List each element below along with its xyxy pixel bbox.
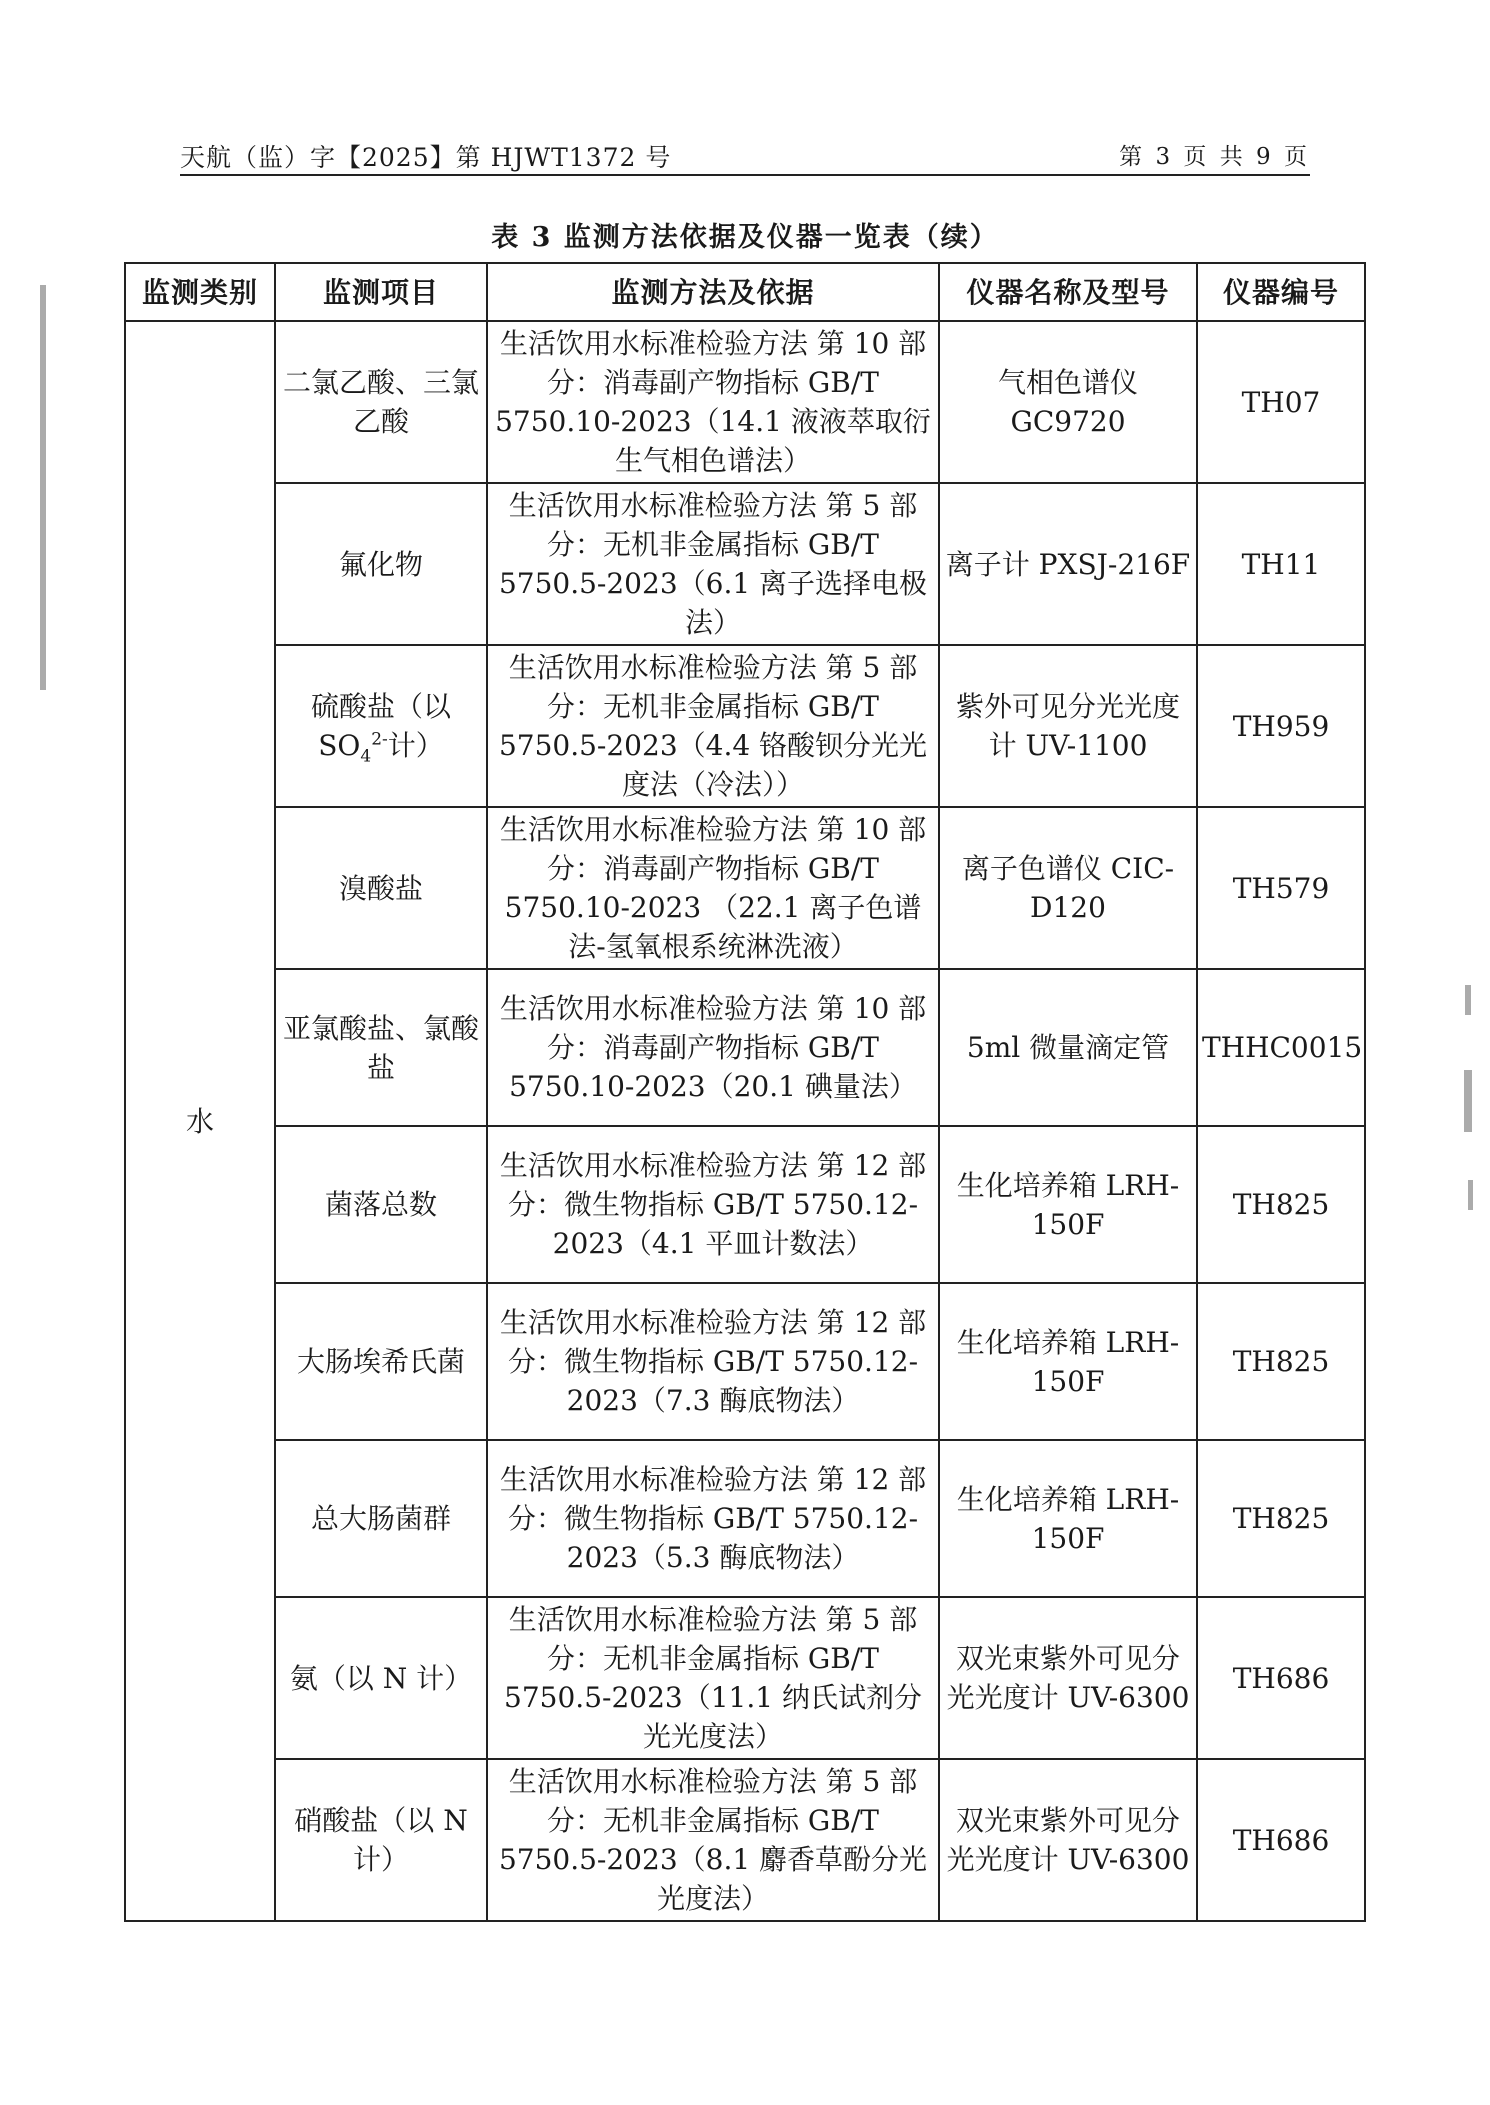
category-cell: 水: [125, 321, 275, 1921]
table-row: [125, 1283, 1365, 1440]
binding-mark: [1465, 985, 1471, 1015]
binding-mark: [1464, 1070, 1472, 1132]
monitoring-methods-table: [124, 262, 1366, 1922]
code-cell: TH959: [1197, 645, 1365, 807]
method-cell: 生活饮用水标准检验方法 第 10 部分：消毒副产物指标 GB/T 5750.10-2023（20.1 碘量法）: [487, 969, 939, 1126]
item-cell: 亚氯酸盐、氯酸盐: [275, 969, 487, 1126]
item-subscript: 4: [360, 746, 372, 767]
instrument-cell: 离子色谱仪 CIC-D120: [939, 807, 1197, 969]
item-superscript: 2-: [371, 729, 388, 750]
table-row: [125, 645, 1365, 807]
table-row: [125, 969, 1365, 1126]
table-row: [125, 321, 1365, 483]
binding-mark: [1468, 1180, 1473, 1210]
column-header-item: 监测项目: [275, 263, 487, 321]
table-row: [125, 1126, 1365, 1283]
table-row: [125, 807, 1365, 969]
item-suffix: 计）: [387, 729, 444, 762]
table-title: 表 3 监测方法依据及仪器一览表（续）: [491, 222, 999, 253]
code-cell: TH11: [1197, 483, 1365, 645]
page-header: [180, 138, 1310, 176]
table-row: [125, 1597, 1365, 1759]
table-row: [125, 483, 1365, 645]
item-cell: 二氯乙酸、三氯乙酸: [275, 321, 487, 483]
code-cell: THHC0015: [1197, 969, 1365, 1126]
instrument-cell: 紫外可见分光光度计 UV-1100: [939, 645, 1197, 807]
method-cell: 生活饮用水标准检验方法 第 5 部分：无机非金属指标 GB/T 5750.5-2023（4.4 铬酸钡分光光度法（冷法））: [487, 645, 939, 807]
instrument-cell: 气相色谱仪 GC9720: [939, 321, 1197, 483]
code-cell: TH07: [1197, 321, 1365, 483]
code-cell: TH825: [1197, 1126, 1365, 1283]
instrument-cell: 双光束紫外可见分光光度计 UV-6300: [939, 1759, 1197, 1921]
column-header-instrument: 仪器名称及型号: [939, 263, 1197, 321]
code-cell: TH686: [1197, 1597, 1365, 1759]
item-cell: 氨（以 N 计）: [275, 1597, 487, 1759]
code-cell: TH825: [1197, 1440, 1365, 1597]
item-cell: 硝酸盐（以 N 计）: [275, 1759, 487, 1921]
report-number: 天航（监）字【2025】第 HJWT1372 号: [180, 143, 672, 172]
column-header-method: 监测方法及依据: [487, 263, 939, 321]
item-cell: 菌落总数: [275, 1126, 487, 1283]
table-header-row: [125, 263, 1365, 321]
method-cell: 生活饮用水标准检验方法 第 5 部分：无机非金属指标 GB/T 5750.5-2023（6.1 离子选择电极法）: [487, 483, 939, 645]
method-cell: 生活饮用水标准检验方法 第 12 部分：微生物指标 GB/T 5750.12-2023（7.3 酶底物法）: [487, 1283, 939, 1440]
method-cell: 生活饮用水标准检验方法 第 5 部分：无机非金属指标 GB/T 5750.5-2023（11.1 纳氏试剂分光光度法）: [487, 1597, 939, 1759]
code-cell: TH686: [1197, 1759, 1365, 1921]
page-number: 第 3 页 共 9 页: [1119, 144, 1310, 170]
instrument-cell: 生化培养箱 LRH-150F: [939, 1440, 1197, 1597]
item-formula: SO: [318, 729, 361, 762]
instrument-cell: 双光束紫外可见分光光度计 UV-6300: [939, 1597, 1197, 1759]
instrument-cell: 生化培养箱 LRH-150F: [939, 1283, 1197, 1440]
instrument-cell: 5ml 微量滴定管: [939, 969, 1197, 1126]
method-cell: 生活饮用水标准检验方法 第 5 部分：无机非金属指标 GB/T 5750.5-2023（8.1 麝香草酚分光光度法）: [487, 1759, 939, 1921]
item-cell: 氟化物: [275, 483, 487, 645]
seal-edge-mark: [40, 285, 46, 690]
code-cell: TH579: [1197, 807, 1365, 969]
instrument-cell: 生化培养箱 LRH-150F: [939, 1126, 1197, 1283]
method-cell: 生活饮用水标准检验方法 第 12 部分：微生物指标 GB/T 5750.12-2023（5.3 酶底物法）: [487, 1440, 939, 1597]
column-header-category: 监测类别: [125, 263, 275, 321]
item-cell: [275, 645, 487, 807]
method-cell: 生活饮用水标准检验方法 第 10 部分：消毒副产物指标 GB/T 5750.10-2023（14.1 液液萃取衍生气相色谱法）: [487, 321, 939, 483]
column-header-code: 仪器编号: [1197, 263, 1365, 321]
item-cell: 大肠埃希氏菌: [275, 1283, 487, 1440]
instrument-cell: 离子计 PXSJ-216F: [939, 483, 1197, 645]
method-cell: 生活饮用水标准检验方法 第 10 部分：消毒副产物指标 GB/T 5750.10-2023 （22.1 离子色谱法-氢氧根系统淋洗液）: [487, 807, 939, 969]
code-cell: TH825: [1197, 1283, 1365, 1440]
table-row: [125, 1759, 1365, 1921]
item-prefix: 硫酸盐（以: [310, 690, 451, 723]
item-cell: 总大肠菌群: [275, 1440, 487, 1597]
table-row: [125, 1440, 1365, 1597]
method-cell: 生活饮用水标准检验方法 第 12 部分：微生物指标 GB/T 5750.12-2023（4.1 平皿计数法）: [487, 1126, 939, 1283]
item-cell: 溴酸盐: [275, 807, 487, 969]
